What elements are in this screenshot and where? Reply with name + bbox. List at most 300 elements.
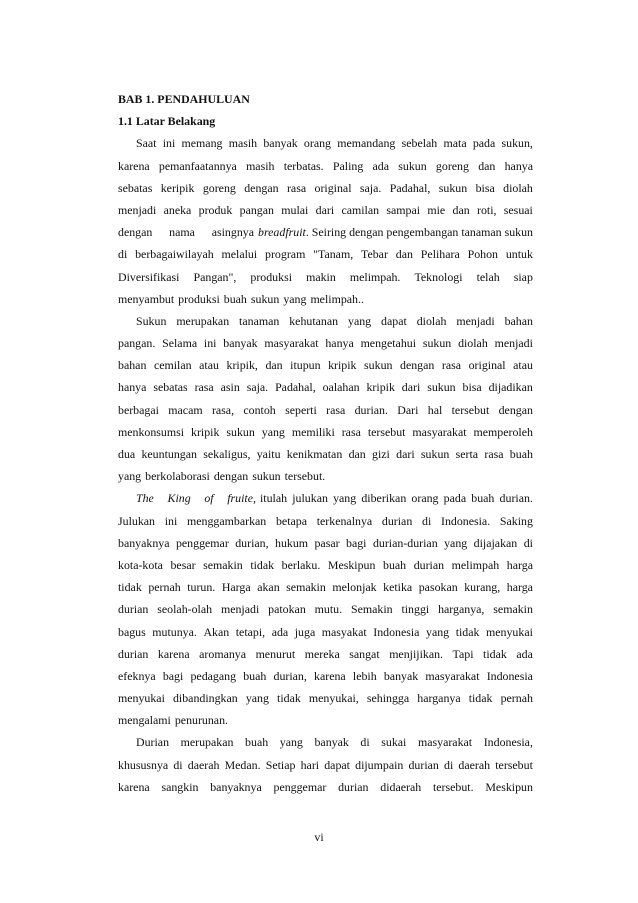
word: untuk [505, 247, 533, 262]
word: durian, [235, 535, 269, 550]
paragraph-4 [118, 731, 533, 798]
word: menkonsumsi [118, 424, 185, 439]
word: mereka [304, 646, 340, 661]
word: besar [170, 557, 196, 572]
word: tersebut. [432, 779, 474, 794]
word: diolah [416, 313, 447, 328]
word: menjadi [220, 602, 260, 617]
word: original [314, 180, 352, 195]
word: goreng [202, 180, 236, 195]
word: di [173, 757, 183, 772]
word: karena [118, 779, 150, 794]
word: Pelihara [420, 247, 460, 262]
word: mengalami [118, 713, 171, 728]
word: bisa [462, 380, 482, 395]
word: menjadi [118, 202, 157, 217]
word: dari [401, 380, 421, 395]
word: menurut [255, 646, 296, 661]
word: sukun, [501, 136, 533, 151]
word: Indonesia [373, 624, 420, 639]
word: rasa [441, 358, 462, 373]
word: banyak [223, 336, 258, 351]
word: sukun [438, 180, 468, 195]
word: keuntungan [141, 447, 197, 462]
paragraph-line [118, 687, 533, 709]
word: seperti [285, 402, 317, 417]
word: Harga [221, 580, 251, 595]
word: Indonesia, [483, 735, 533, 750]
word: Saat [136, 136, 157, 151]
word: tidak [250, 557, 275, 572]
word: aneka [163, 202, 192, 217]
word: yaitu [256, 447, 281, 462]
paragraph-line [118, 443, 533, 465]
word: itupun [290, 358, 321, 373]
word: bagus [118, 624, 146, 639]
word: Medan. [224, 757, 261, 772]
word: buah [223, 291, 247, 306]
word: hanya [325, 336, 354, 351]
word: di [523, 535, 533, 550]
paragraph-line [118, 465, 533, 487]
word: yang [279, 735, 303, 750]
word: Padahal, [275, 380, 316, 395]
word: kehutanan [289, 313, 339, 328]
word: sebatas [118, 180, 153, 195]
word: goreng [435, 158, 469, 173]
word: Padahal, [389, 180, 431, 195]
word: contoh [243, 402, 276, 417]
word: buah [245, 735, 269, 750]
word: daerah [187, 757, 220, 772]
word: mulai [281, 202, 309, 217]
word: merupakan [176, 313, 230, 328]
word: siap [513, 269, 533, 284]
word: menjadi [456, 313, 495, 328]
word: memandang [337, 136, 396, 151]
section-title: 1.1 Latar Belakang [118, 114, 216, 129]
word: rasa [194, 380, 214, 395]
word: mutunya. [152, 624, 197, 639]
word: turun. [187, 580, 216, 595]
word: hukum [275, 535, 309, 550]
word: rasa, [211, 402, 235, 417]
word: memperoleh [473, 424, 533, 439]
word: Semakin [350, 602, 393, 617]
word: banyak [383, 668, 419, 683]
word: semakin [493, 602, 533, 617]
paragraph-line [118, 243, 533, 265]
word: banyaknya [118, 535, 170, 550]
word: sampai [386, 202, 421, 217]
word: khususnya [118, 757, 169, 772]
word: King [167, 491, 191, 506]
word: banyaknya [210, 779, 262, 794]
word: sangkin [161, 779, 199, 794]
chapter-title: BAB 1. PENDAHULUAN [118, 92, 250, 106]
italic-term: breadfruit [258, 225, 306, 240]
word: Tebar [361, 247, 388, 262]
word: diberikan [361, 491, 407, 506]
word: yang [426, 624, 450, 639]
word: masyarakat [412, 424, 467, 439]
word: ini [162, 136, 176, 151]
word: ketika [383, 580, 413, 595]
word: keripik [160, 180, 195, 195]
word: original [468, 358, 506, 373]
word: tanaman [239, 313, 280, 328]
word: pasokan [418, 580, 458, 595]
word: penurunan. [174, 713, 229, 728]
word: akan [257, 580, 280, 595]
word: dan [395, 247, 413, 262]
word: merupakan [180, 735, 234, 750]
paragraph-line [118, 421, 533, 443]
word: melimpah [451, 557, 500, 572]
word: julukan [292, 491, 328, 506]
paragraph-line [118, 266, 533, 288]
word: tidak [277, 691, 301, 706]
word: saja. [246, 380, 269, 395]
word: durian [118, 646, 149, 661]
word: sukai [381, 735, 407, 750]
word: sukun [398, 158, 427, 173]
word: karena [118, 158, 150, 173]
word: dan [265, 358, 283, 373]
word: sehingga [366, 691, 410, 706]
word: banyak [263, 136, 298, 151]
word: atau [513, 358, 533, 373]
word: roti, [476, 202, 497, 217]
word: dijumpain [355, 757, 404, 772]
word: dua [118, 447, 136, 462]
word: mie [427, 202, 446, 217]
word: menyambut [118, 291, 175, 306]
word: harga [506, 580, 533, 595]
word: Meskipun [485, 779, 533, 794]
word: diolah [503, 180, 533, 195]
word: karena [314, 668, 346, 683]
word: yang [261, 424, 285, 439]
word: tinggi [401, 602, 430, 617]
paragraph-line [118, 709, 533, 731]
paragraph-line [118, 731, 533, 753]
word: kripik [366, 380, 395, 395]
word: gizi [372, 447, 390, 462]
word: Akan [203, 624, 230, 639]
word: bahan [118, 358, 147, 373]
word: bisa [475, 180, 495, 195]
word: tidak [483, 646, 507, 661]
word: produk [198, 202, 233, 217]
word: makin [306, 269, 336, 284]
word: Indonesia [486, 668, 533, 683]
word: banyak [314, 735, 349, 750]
word: ada [271, 624, 289, 639]
word: ada [516, 646, 533, 661]
word: masih [246, 158, 275, 173]
word: menjijikan. [389, 646, 444, 661]
paragraph-line [118, 354, 533, 376]
word: rasa [341, 424, 361, 439]
word: Sukun [136, 313, 167, 328]
word: dan [452, 202, 470, 217]
word: kota-kota [118, 557, 163, 572]
word: durian [413, 557, 445, 572]
word: kripik [328, 358, 357, 373]
word: hal [427, 402, 443, 417]
word: rasa [286, 180, 307, 195]
word: semakin [286, 580, 326, 595]
word: menjadi [494, 336, 533, 351]
word: oalahan [322, 380, 360, 395]
word: hari [300, 757, 320, 772]
word: rasa [484, 447, 504, 462]
word: durian [118, 602, 149, 617]
word: mutu. [314, 602, 343, 617]
word: dengan [244, 180, 279, 195]
word: nama [169, 225, 195, 240]
word: program [265, 247, 306, 262]
word: dan [478, 158, 496, 173]
word: dengan [213, 469, 249, 484]
word: yang [444, 535, 468, 550]
word: di [360, 735, 370, 750]
paragraph-line [118, 310, 533, 332]
word: yang [333, 491, 357, 506]
word: buah [383, 557, 407, 572]
word: durian [381, 513, 413, 528]
italic-phrase [136, 487, 256, 509]
word: pasar [314, 535, 340, 550]
word: fruite, [227, 491, 256, 506]
word: dijadikan [488, 380, 533, 395]
word: memiliki [291, 424, 335, 439]
word: Tapi [452, 646, 474, 661]
paragraph-line [118, 554, 533, 576]
word: dan [348, 447, 366, 462]
paragraph-line: dengan nama asingnya breadfruit. Seiring dengan pengembangan tanaman sukun [118, 221, 533, 243]
word: pernah [148, 580, 181, 595]
word: penggemar [175, 535, 229, 550]
word: asin [220, 380, 240, 395]
word: dapat [324, 757, 350, 772]
word: terkenalnya [316, 513, 373, 528]
word: saja. [359, 180, 382, 195]
word: Paling [332, 158, 364, 173]
paragraph-line [118, 532, 533, 554]
word: menyukai [486, 624, 533, 639]
word: juga [294, 624, 316, 639]
page-number: vi [314, 830, 324, 844]
word: betapa [275, 513, 307, 528]
paragraph-line [118, 487, 533, 509]
word: yang [118, 469, 142, 484]
word: tersebut. [284, 469, 326, 484]
paragraph-line [118, 754, 533, 776]
word: pedagang [190, 668, 237, 683]
word: sebelah [401, 136, 438, 151]
word: melalui [221, 247, 258, 262]
word: pernah [500, 691, 533, 706]
word: tersebut [367, 424, 406, 439]
word: dari [396, 447, 415, 462]
word: tersebut [451, 402, 490, 417]
word: buah [471, 491, 495, 506]
word: menggambarkan [187, 513, 267, 528]
word: durian-durian [372, 535, 438, 550]
word: dari [315, 202, 335, 217]
word: daerah [458, 757, 491, 772]
word: durian. [354, 402, 388, 417]
paragraph-line [118, 376, 533, 398]
word: didaerah [380, 779, 422, 794]
word: camilan [341, 202, 380, 217]
word: semakin [203, 557, 243, 572]
word: dibandingkan [172, 691, 238, 706]
word: di [444, 757, 454, 772]
word: durian, [273, 668, 307, 683]
word: kripik, [226, 358, 258, 373]
word: yang [348, 313, 372, 328]
word: dijajakan [473, 535, 518, 550]
word: menyukai, [308, 691, 359, 706]
word: lebih [352, 668, 377, 683]
word: sukun [226, 424, 255, 439]
word: durian [408, 757, 439, 772]
word: Julukan [118, 513, 155, 528]
word: seolah-olah [157, 602, 213, 617]
paragraph-2 [118, 310, 533, 488]
word: dengan [400, 358, 435, 373]
word: efeknya [118, 668, 156, 683]
word: menyukai [118, 691, 165, 706]
word: berbagai [118, 402, 159, 417]
word: durian. [499, 491, 533, 506]
paragraph-line [118, 288, 533, 310]
word: dengan [118, 225, 153, 240]
word: itulah [260, 491, 288, 506]
word: sukun [420, 447, 450, 462]
word: harganya, [438, 602, 485, 617]
body-text [118, 88, 533, 798]
word: yang [283, 291, 307, 306]
word: tidak [118, 580, 142, 595]
word: aromanya [199, 646, 247, 661]
word: bagi [162, 668, 184, 683]
word: kurang, [464, 580, 501, 595]
word: orang [411, 491, 439, 506]
word: masyarakat [425, 668, 480, 683]
word: dapat [381, 313, 407, 328]
word: rasa [326, 402, 346, 417]
paragraph-line [118, 177, 533, 199]
word: of [204, 491, 214, 506]
word: sukun [427, 380, 456, 395]
word: pada [443, 491, 467, 506]
word: sangat [349, 646, 380, 661]
word: yang [245, 691, 269, 706]
paragraph-line [118, 399, 533, 421]
word: Indonesia. [440, 513, 491, 528]
word: tidak [455, 624, 480, 639]
word: Meskipun [327, 557, 376, 572]
word: masyarakat [417, 735, 473, 750]
word: Saking [499, 513, 533, 528]
word: durian [338, 779, 369, 794]
paragraph-line [118, 621, 533, 643]
word: mata [443, 136, 467, 151]
word: Teknologi [414, 269, 463, 284]
word: terbatas. [283, 158, 324, 173]
word: Diversifikasi [118, 269, 180, 284]
word: penggemar [273, 779, 327, 794]
paragraph-line [118, 199, 533, 221]
word: orang [303, 136, 331, 151]
word: serta [455, 447, 479, 462]
word: sukun [422, 336, 452, 351]
paragraph-line [118, 155, 533, 177]
word: sukun [364, 358, 393, 373]
word: Pangan", [193, 269, 237, 284]
paragraph-line [118, 332, 533, 354]
word: bagi [346, 535, 367, 550]
paragraph-line [118, 510, 533, 532]
word: masyakat [321, 624, 367, 639]
word: sukun [252, 469, 281, 484]
word: tersebut [495, 757, 533, 772]
word: tidak [468, 691, 493, 706]
word: sukun [250, 291, 280, 306]
word: Durian [136, 735, 170, 750]
word: harganya [417, 691, 461, 706]
word: produksi [178, 291, 220, 306]
word: melimpah. [349, 269, 401, 284]
word: atau [199, 358, 219, 373]
word: hanya [118, 380, 147, 395]
word: karena [157, 646, 190, 661]
word: Pohon [467, 247, 499, 262]
word: ada [372, 158, 390, 173]
word: pangan [239, 202, 274, 217]
word: mengetahui [360, 336, 417, 351]
word: berkolaborasi [145, 469, 210, 484]
word: di [422, 513, 432, 528]
paragraph-line [118, 643, 533, 665]
paragraph-line [118, 598, 533, 620]
word: pangan. [118, 336, 156, 351]
paragraph-line [118, 576, 533, 598]
word: patokan [268, 602, 306, 617]
word: di [118, 247, 128, 262]
word: berlaku. [281, 557, 321, 572]
word: The [136, 491, 154, 506]
word: produksi [250, 269, 293, 284]
paragraph-1 [118, 132, 533, 310]
word: memang [181, 136, 223, 151]
word: buah [243, 668, 267, 683]
paragraph-line [118, 776, 533, 798]
word: dengan [498, 402, 533, 417]
word: asingnya [211, 225, 254, 240]
word: Selama [162, 336, 198, 351]
word: sebatas [153, 380, 188, 395]
word: ini [164, 513, 178, 528]
word: kripik [191, 424, 220, 439]
word: ini [203, 336, 217, 351]
word: harga [506, 557, 533, 572]
word: hanya [504, 158, 533, 173]
